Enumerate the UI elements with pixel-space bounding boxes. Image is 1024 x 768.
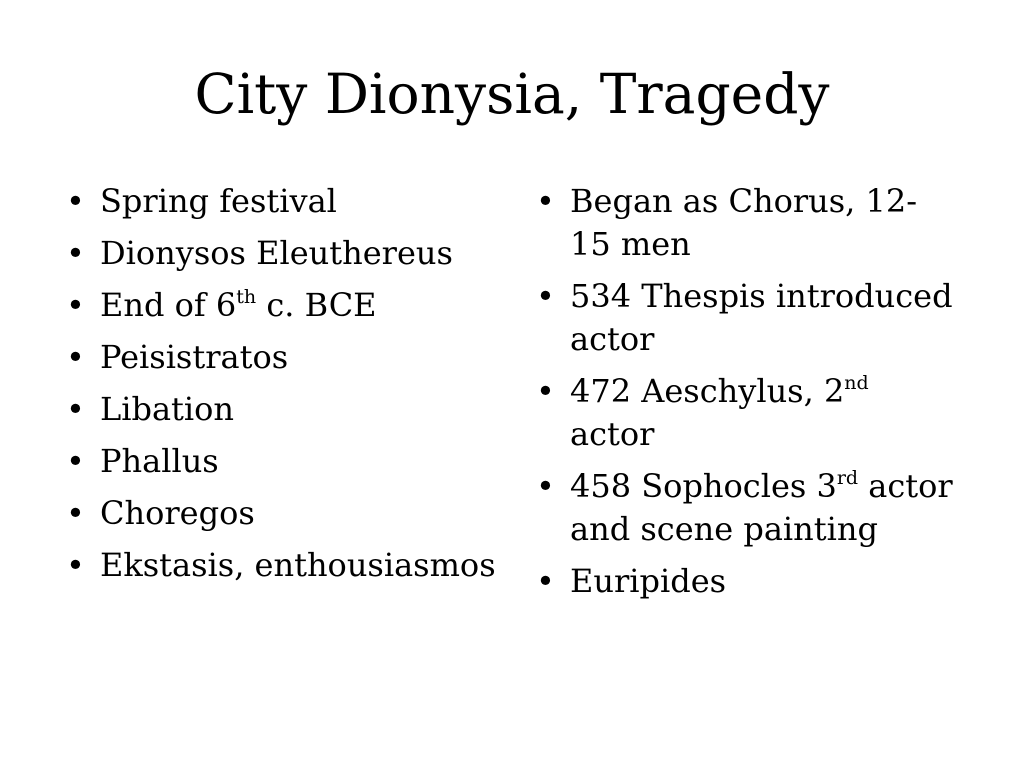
left-bullet-list (66, 180, 506, 596)
right-bullet-list (536, 180, 956, 612)
list-item: • Phallus (66, 440, 506, 483)
list-item: • Euripides (536, 560, 956, 603)
bullet-icon: • (66, 494, 85, 532)
bullet-icon: • (66, 234, 85, 272)
bullet-icon: • (66, 442, 85, 480)
bullet-icon: • (536, 277, 555, 315)
list-item: • Libation (66, 388, 506, 431)
bullet-icon: • (66, 546, 85, 584)
list-item: • Choregos (66, 492, 506, 535)
list-item: • 534 Thespis introduced actor (536, 277, 953, 358)
list-item: • End of 6th c. BCE (66, 284, 506, 327)
list-item: • Ekstasis, enthousiasmos (66, 544, 506, 587)
slide-title: City Dionysia, Tragedy (194, 62, 830, 126)
bullet-icon: • (536, 467, 555, 505)
bullet-icon: • (66, 338, 85, 376)
bullet-icon: • (66, 182, 85, 220)
bullet-icon: • (536, 182, 555, 220)
list-item: • Dionysos Eleuthereus (66, 232, 506, 275)
list-item: • 458 Sophocles 3rd actor and scene painting (536, 467, 953, 548)
bullet-icon: • (66, 390, 85, 428)
list-item: • Spring festival (66, 180, 506, 223)
bullet-icon: • (536, 372, 555, 410)
bullet-icon: • (66, 286, 85, 324)
list-item: • Began as Chorus, 12-15 men (536, 182, 918, 263)
list-item: • Peisistratos (66, 336, 506, 379)
list-item: • 472 Aeschylus, 2nd actor (536, 372, 869, 453)
bullet-icon: • (536, 562, 555, 600)
